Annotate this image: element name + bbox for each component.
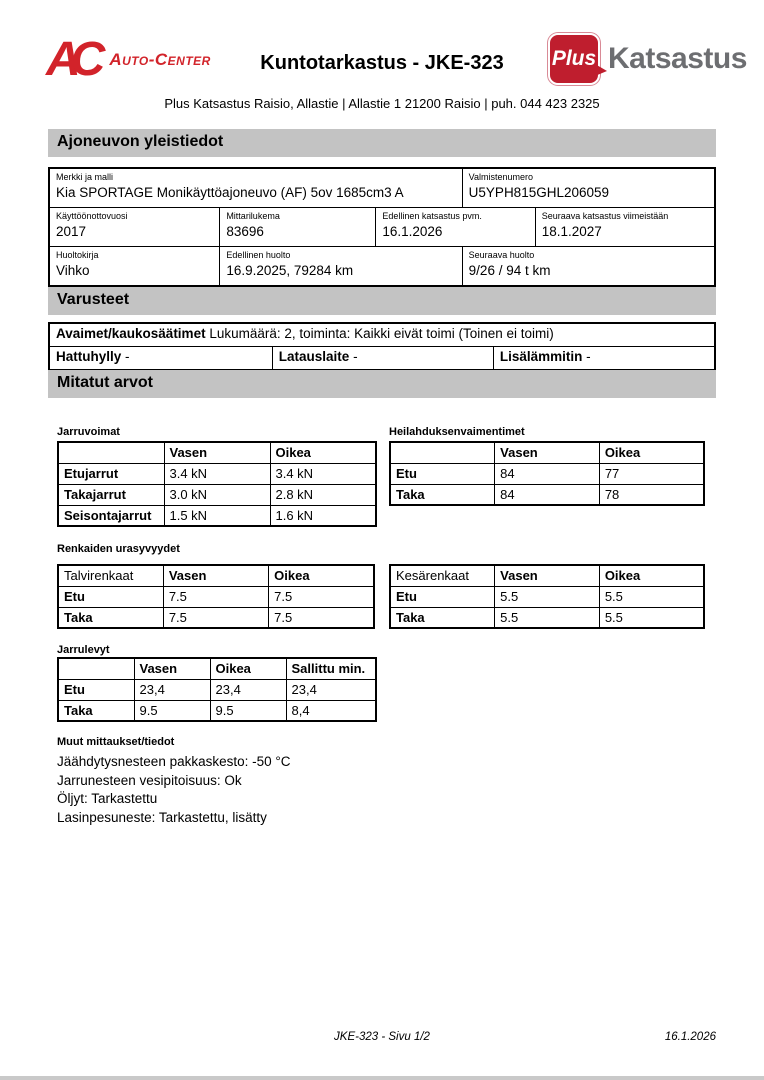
table-cell: 3.4 kN — [164, 463, 270, 484]
table-cell: Taka — [58, 607, 163, 628]
plus-katsastus-logo — [548, 33, 747, 85]
table-cell: 5.5 — [495, 586, 600, 607]
table-cell: Taka — [390, 607, 495, 628]
table-cell: 23,4 — [210, 679, 286, 700]
table-cell: 77 — [599, 463, 704, 484]
table-cell: 5.5 — [599, 586, 704, 607]
column-header: Vasen — [134, 658, 210, 679]
field-mittarilukema: Mittarilukema 83696 — [219, 208, 375, 246]
field-lisalammitin: Lisälämmitin - — [493, 347, 714, 369]
table-cell: 3.4 kN — [270, 463, 376, 484]
table-cell: 5.5 — [495, 607, 600, 628]
table-row — [50, 207, 714, 246]
table-row — [58, 586, 374, 607]
other-measurements-lines — [57, 753, 291, 827]
field-edellinen-katsastus: Edellinen katsastus pvm. 16.1.2026 — [375, 208, 534, 246]
brake-discs-label: Jarrulevyt — [57, 644, 110, 656]
field-hattuhylly: Hattuhylly - — [56, 349, 130, 364]
column-header: Sallittu min. — [286, 658, 376, 679]
column-header — [58, 442, 164, 463]
table-cell: 1.5 kN — [164, 505, 270, 526]
section-header-equipment: Varusteet — [48, 287, 716, 315]
field-seuraava-huolto: Seuraava huolto 9/26 / 94 t km — [462, 247, 714, 285]
info-line: Öljyt: Tarkastettu — [57, 791, 158, 806]
shock-absorbers-table — [389, 441, 705, 506]
winter-tires-table — [57, 564, 375, 629]
field-seuraava-katsastus: Seuraava katsastus viimeistään 18.1.2027 — [535, 208, 714, 246]
table-cell: 7.5 — [269, 586, 374, 607]
column-header: Talvirenkaat — [58, 565, 163, 586]
vehicle-info-table — [48, 167, 716, 287]
table-row — [58, 607, 374, 628]
auto-center-logo-text: Auto-Center — [109, 50, 211, 69]
table-cell: 7.5 — [269, 607, 374, 628]
plus-badge-icon — [548, 33, 600, 85]
table-row — [50, 346, 714, 369]
field-avaimet: Avaimet/kaukosäätimet Lukumäärä: 2, toiminta: Kaikki eivät toimi (Toinen ei toimi) — [56, 326, 554, 341]
page-title: Kuntotarkastus - JKE-323 — [260, 52, 504, 74]
table-header-row — [58, 658, 376, 679]
brake-forces-label: Jarruvoimat — [57, 426, 120, 438]
table-cell: 9.5 — [134, 700, 210, 721]
table-row — [58, 484, 376, 505]
plus-badge-text: Plus — [551, 47, 597, 70]
column-header: Vasen — [495, 565, 600, 586]
table-row — [58, 679, 376, 700]
column-header: Kesärenkaat — [390, 565, 495, 586]
table-cell: 7.5 — [163, 607, 268, 628]
field-edellinen-huolto: Edellinen huolto 16.9.2025, 79284 km — [219, 247, 461, 285]
table-row — [390, 586, 704, 607]
summer-tires-table — [389, 564, 705, 629]
table-header-row — [390, 442, 704, 463]
table-row — [58, 505, 376, 526]
other-measurements-label: Muut mittaukset/tiedot — [57, 736, 175, 748]
ac-monogram-icon: AC — [46, 33, 96, 86]
table-cell: Etu — [58, 679, 134, 700]
table-cell: 9.5 — [210, 700, 286, 721]
column-header — [58, 658, 134, 679]
speech-bubble-tail-icon — [595, 64, 607, 76]
field-valmistenumero: Valmistenumero U5YPH815GHL206059 — [462, 169, 714, 207]
column-header: Vasen — [495, 442, 600, 463]
table-cell: Etu — [58, 586, 163, 607]
tire-tread-depth-label: Renkaiden urasyvyydet — [57, 543, 180, 555]
table-cell: Takajarrut — [58, 484, 164, 505]
station-address: Plus Katsastus Raisio, Allastie | Allastie 1 21200 Raisio | puh. 044 423 2325 — [164, 96, 600, 111]
table-header-row — [390, 565, 704, 586]
table-cell: 2.8 kN — [270, 484, 376, 505]
table-row — [390, 484, 704, 505]
table-cell: Etu — [390, 586, 495, 607]
table-row — [50, 169, 714, 207]
footer-date: 16.1.2026 — [664, 1031, 716, 1043]
katsastus-logo-text: Katsastus — [608, 42, 747, 75]
table-cell: Taka — [390, 484, 495, 505]
table-cell: Etujarrut — [58, 463, 164, 484]
table-cell: 8,4 — [286, 700, 376, 721]
field-merkki-ja-malli: Merkki ja malli Kia SPORTAGE Monikäyttöajoneuvo (AF) 5ov 1685cm3 A — [56, 172, 404, 200]
table-cell: 23,4 — [286, 679, 376, 700]
table-cell: Taka — [58, 700, 134, 721]
table-row — [50, 324, 714, 346]
info-line: Jäähdytysnesteen pakkaskesto: -50 °C — [57, 754, 291, 769]
table-row — [390, 607, 704, 628]
table-header-row — [58, 442, 376, 463]
column-header: Vasen — [163, 565, 268, 586]
table-row — [58, 700, 376, 721]
column-header: Oikea — [270, 442, 376, 463]
equipment-table — [48, 322, 716, 371]
table-header-row — [58, 565, 374, 586]
table-cell: 84 — [495, 484, 600, 505]
brake-forces-table — [57, 441, 377, 527]
column-header: Oikea — [210, 658, 286, 679]
column-header: Oikea — [599, 442, 704, 463]
table-cell: 3.0 kN — [164, 484, 270, 505]
table-cell: 1.6 kN — [270, 505, 376, 526]
page-bottom-edge — [0, 1076, 764, 1080]
table-cell: Etu — [390, 463, 495, 484]
table-cell: Seisontajarrut — [58, 505, 164, 526]
section-header-measurements: Mitatut arvot — [48, 370, 716, 398]
shock-absorbers-label: Heilahduksenvaimentimet — [389, 426, 525, 438]
table-cell: 78 — [599, 484, 704, 505]
field-kayttoonottovuosi: Käyttöönottovuosi 2017 — [56, 211, 128, 239]
column-header: Oikea — [269, 565, 374, 586]
field-huoltokirja: Huoltokirja Vihko — [56, 250, 99, 278]
info-line: Jarrunesteen vesipitoisuus: Ok — [57, 772, 242, 788]
column-header — [390, 442, 495, 463]
table-cell: 84 — [495, 463, 600, 484]
info-line: Lasinpesuneste: Tarkastettu, lisätty — [57, 809, 267, 825]
table-row — [50, 246, 714, 285]
table-cell: 5.5 — [599, 607, 704, 628]
footer-page-number: JKE-323 - Sivu 1/2 — [334, 1031, 430, 1043]
table-row — [390, 463, 704, 484]
section-header-vehicle: Ajoneuvon yleistiedot — [48, 129, 716, 157]
field-latauslaite: Latauslaite - — [272, 347, 493, 369]
column-header: Oikea — [599, 565, 704, 586]
column-header: Vasen — [164, 442, 270, 463]
brake-discs-table — [57, 657, 377, 722]
table-cell: 23,4 — [134, 679, 210, 700]
table-row — [58, 463, 376, 484]
table-cell: 7.5 — [163, 586, 268, 607]
